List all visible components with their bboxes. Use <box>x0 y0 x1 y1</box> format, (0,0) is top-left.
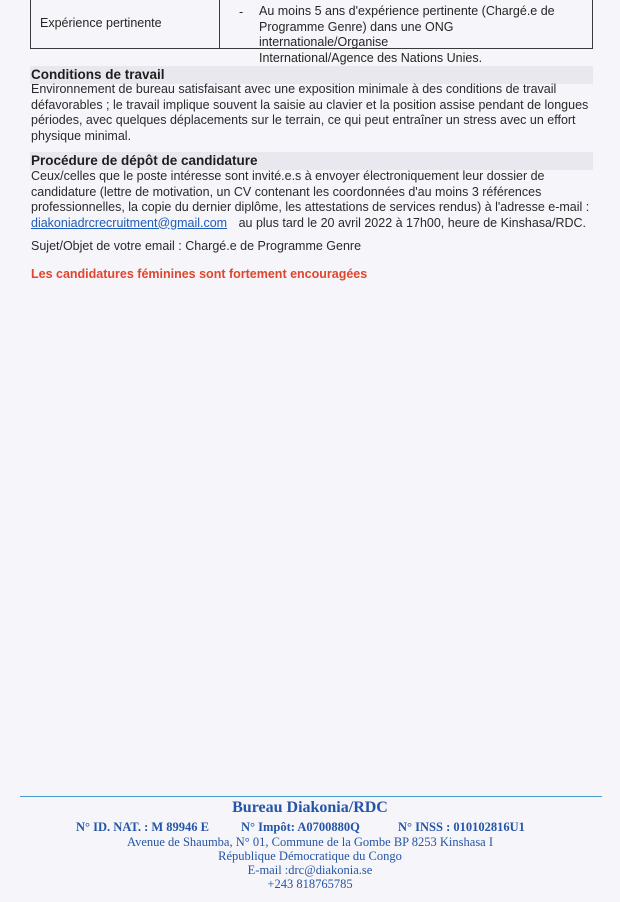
paragraph-line <box>31 216 591 232</box>
table-label-cell: Expérience pertinente <box>31 0 220 48</box>
procedure-paragraph <box>31 169 591 231</box>
deadline-text: au plus tard le 20 avril 2022 à 17h00, heure de Kinshasa/RDC. <box>238 215 587 230</box>
paragraph-line: candidature (lettre de motivation, un CV contenant les coordonnées d'au moins 3 références <box>31 184 542 199</box>
experience-text <box>259 4 579 66</box>
experience-line: International/Agence des Nations Unies. <box>259 50 483 65</box>
paragraph-line: professionnelles, la copie du dernier diplôme, les attestations de services rendus) à l'adresse e-mail : <box>31 200 590 214</box>
table-value-cell <box>220 0 592 65</box>
inss-number: N° INSS : 010102816U1 <box>398 820 525 834</box>
paragraph-line: Ceux/celles que le poste intéresse sont invité.e.s à envoyer électroniquement leur dossier de <box>31 169 545 183</box>
footer-address: Avenue de Shaumba, N° 01, Commune de la Gombe BP 8253 Kinshasa I <box>126 835 494 849</box>
paragraph-line: Environnement de bureau satisfaisant avec une exposition minimale à des conditions de travail <box>31 82 557 96</box>
impot-number: N° Impôt: A0700880Q <box>241 820 360 834</box>
footer-title: Bureau Diakonia/RDC <box>232 799 388 816</box>
procedure-heading: Procédure de dépôt de candidature <box>30 152 593 170</box>
recruitment-email-link[interactable]: diakoniadrcrecruitment@gmail.com <box>31 215 228 230</box>
requirements-table-row <box>30 0 593 65</box>
id-nat: N° ID. NAT. : M 89946 E <box>76 820 210 834</box>
conditions-heading: Conditions de travail <box>30 66 593 84</box>
list-dash: - <box>239 5 244 19</box>
experience-line: Programme Genre) dans une ONG internationale/Organise <box>259 19 454 49</box>
paragraph-line: périodes, avec quelques déplacements sur le terrain, ce qui peut entraîner un stress avec un effort <box>31 113 576 127</box>
footer-email: E-mail :drc@diakonia.se <box>247 863 373 877</box>
paragraph-line: défavorables ; le travail implique souvent la saisie au clavier et la position assise pendant de longues <box>31 97 589 112</box>
paragraph-line: physique minimal. <box>31 128 132 143</box>
conditions-paragraph <box>31 82 591 144</box>
footer-phone: +243 818765785 <box>267 877 353 891</box>
footer-divider <box>20 796 602 797</box>
email-subject-line: Sujet/Objet de votre email : Chargé.e de Programme Genre <box>31 239 362 253</box>
footer-country: République Démocratique du Congo <box>218 849 402 863</box>
experience-line: Au moins 5 ans d'expérience pertinente (Chargé.e de <box>259 4 555 18</box>
encouragement-note: Les candidatures féminines sont fortement encouragées <box>31 267 368 281</box>
